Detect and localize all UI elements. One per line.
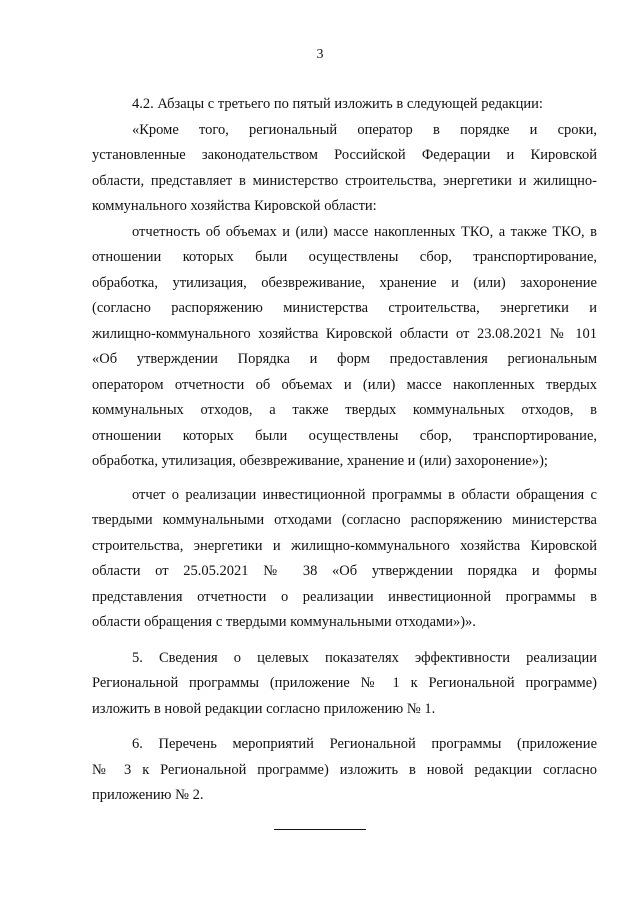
text-line: жилищно-коммунального хозяйства Кировской области от 23.08.2021 № 101 bbox=[92, 325, 597, 342]
paragraph-item-5 bbox=[92, 646, 597, 723]
text-line: установленные законодательством Российской Федерации и Кировской bbox=[92, 147, 597, 163]
text-line: отчетность об объемах и (или) массе накопленных ТКО, а также ТКО, в bbox=[132, 223, 597, 240]
text-line: коммунального хозяйства Кировской области: bbox=[92, 198, 377, 214]
text-line: 5. Сведения о целевых показателях эффективности реализации bbox=[132, 649, 597, 666]
text-line: (согласно распоряжению министерства строительства, энергетики и bbox=[92, 300, 597, 316]
text-line: обработка, утилизация, обезвреживание, хранение и (или) захоронение»); bbox=[92, 453, 548, 469]
text-line: отношении которых были осуществлены сбор, транспортирование, bbox=[92, 427, 597, 444]
text-line: области обращения с твердыми коммунальными отходами»)». bbox=[92, 614, 476, 630]
text-line: Региональной программы (приложение № 1 к Региональной программе) bbox=[92, 675, 597, 691]
paragraph-investment-report bbox=[92, 483, 597, 636]
text-line: обработка, утилизация, обезвреживание, хранение и (или) захоронение bbox=[92, 274, 597, 291]
text-line: отчет о реализации инвестиционной программы в области обращения с bbox=[132, 486, 597, 503]
closing-rule-divider bbox=[274, 829, 366, 830]
text-line: приложению № 2. bbox=[92, 787, 204, 803]
paragraph-spacing bbox=[92, 475, 597, 483]
paragraph-spacing bbox=[92, 636, 597, 646]
text-line: «Кроме того, региональный оператор в порядке и сроки, bbox=[132, 121, 597, 138]
text-line: изложить в новой редакции согласно приложению № 1. bbox=[92, 700, 436, 717]
page-number: 3 bbox=[316, 47, 324, 62]
text-line: 6. Перечень мероприятий Региональной программы (приложение bbox=[132, 736, 597, 752]
text-line: строительства, энергетики и жилищно-коммунального хозяйства Кировской bbox=[92, 537, 597, 554]
text-line: оператором отчетности об объемах и (или) массе накопленных твердых bbox=[92, 376, 597, 393]
paragraph-item-6 bbox=[92, 732, 597, 809]
text-line: 4.2. Абзацы с третьего по пятый изложить в следующей редакции: bbox=[132, 96, 543, 112]
paragraph-operator-reports bbox=[92, 118, 597, 220]
document-body bbox=[92, 92, 597, 809]
paragraph-4-2 bbox=[92, 92, 597, 118]
text-line: области от 25.05.2021 № 38 «Об утверждении порядка и формы bbox=[92, 563, 597, 579]
paragraph-tko-report bbox=[92, 220, 597, 475]
text-line: представления отчетности о реализации инвестиционной программы в bbox=[92, 588, 597, 605]
text-line: № 3 к Региональной программе) изложить в новой редакции согласно bbox=[92, 761, 597, 778]
text-line: области, представляет в министерство строительства, энергетики и жилищно- bbox=[92, 172, 597, 189]
text-line: твердыми коммунальными отходами (согласно распоряжению министерства bbox=[92, 512, 597, 528]
text-line: «Об утверждении Порядка и форм предоставления региональным bbox=[92, 351, 597, 367]
text-line: отношении которых были осуществлены сбор, транспортирование, bbox=[92, 249, 597, 265]
text-line: коммунальных отходов, а также твердых коммунальных отходов, в bbox=[92, 402, 597, 418]
paragraph-spacing bbox=[92, 722, 597, 732]
